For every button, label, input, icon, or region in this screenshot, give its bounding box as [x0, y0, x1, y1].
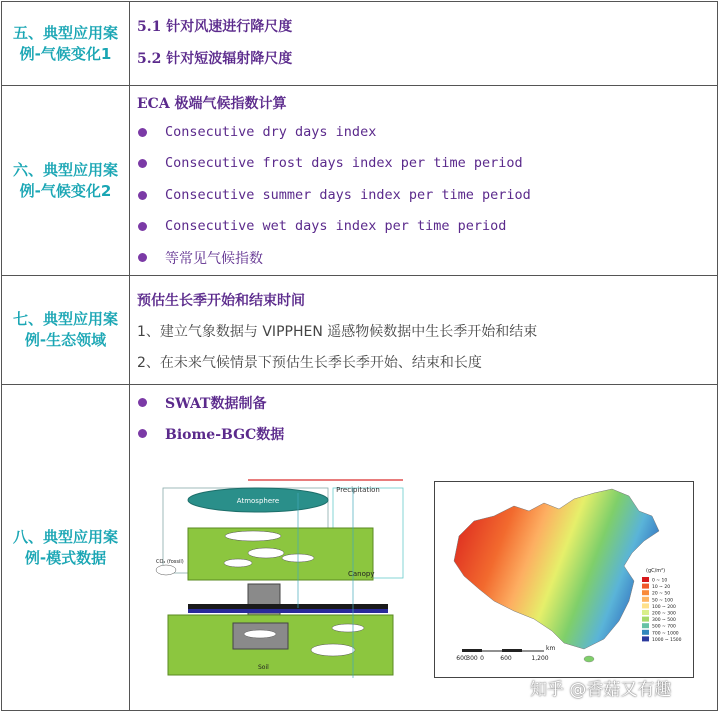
legend-label: 700 ~ 1000 [652, 631, 679, 637]
legend-swatch [642, 577, 649, 582]
list-item: 等常见气候指数 [165, 251, 263, 267]
legend-swatch [642, 584, 649, 589]
precipitation-label: Precipitation [336, 486, 380, 494]
row-content-cell [130, 2, 717, 85]
table-row-8 [2, 385, 717, 710]
map-unit-label: (gC/m²) [646, 568, 666, 574]
legend-swatch [642, 623, 649, 628]
row-heading-cell [2, 385, 130, 710]
row-heading: 七、典型应用案 例-生态领域 [12, 310, 118, 349]
list-item: Biome-BGC数据 [165, 427, 285, 443]
scale-unit: km [546, 645, 556, 652]
biome-bgc-diagram [148, 478, 412, 683]
legend-label: 100 ~ 200 [652, 604, 676, 610]
section-heading: ECA 极端气候指数计算 [137, 96, 287, 112]
section-heading: 预估生长季开始和结束时间 [137, 293, 305, 309]
bullet-icon [138, 159, 147, 168]
bullet-icon [138, 429, 147, 438]
content-table [1, 1, 718, 711]
row-heading: 五、典型应用案 例-气候变化1 [12, 23, 118, 63]
legend-swatch [642, 636, 649, 641]
legend-swatch [642, 610, 649, 615]
bullet-icon [138, 253, 147, 262]
row-heading-cell [2, 2, 130, 85]
row-heading-cell [2, 276, 130, 384]
canopy-label: Canopy [348, 570, 375, 578]
legend-label: 50 ~ 100 [652, 598, 673, 604]
text-line: 2、在未来气候情景下预估生长季长季开始、结束和长度 [137, 355, 482, 371]
scale-tick: 0 [480, 655, 484, 662]
legend-label: 300 ~ 500 [652, 618, 676, 624]
legend-label: 20 ~ 50 [652, 591, 671, 597]
list-item: Consecutive summer days index per time period [165, 187, 531, 203]
row-heading-cell [2, 86, 130, 275]
legend-label: 10 ~ 20 [652, 585, 671, 591]
legend-label: 0 ~ 10 [652, 578, 668, 584]
table-row-7 [2, 276, 717, 385]
bullet-icon [138, 398, 147, 407]
row-heading: 八、典型应用案 例-模式数据 [12, 527, 118, 567]
list-item: Consecutive frost days index per time period [165, 155, 523, 171]
row-heading: 六、典型应用案 例-气候变化2 [12, 160, 118, 200]
text-line: 1、建立气象数据与 VIPPHEN 遥感物候数据中生长季开始和结束 [137, 324, 538, 340]
scale-tick: 300 [466, 655, 478, 662]
text-line: 5.1 针对风速进行降尺度 [137, 19, 293, 35]
scale-tick: 600 [500, 655, 512, 662]
watermark: 知乎 @香菇又有趣 [530, 680, 672, 700]
list-item: SWAT数据制备 [165, 396, 267, 412]
legend-swatch [642, 597, 649, 602]
row-content-cell [130, 276, 717, 384]
legend-label: 1000 ~ 1500 [652, 637, 682, 643]
legend-swatch [642, 617, 649, 622]
scale-tick: 1,200 [531, 655, 549, 662]
legend-swatch [642, 603, 649, 608]
soil-label: Soil [258, 664, 269, 671]
china-map-figure [434, 481, 694, 678]
row-content-cell [130, 385, 717, 710]
co2-label: CO₂ (fossil) [156, 559, 184, 565]
atmosphere-label: Atmosphere [236, 497, 280, 505]
text-line: 5.2 针对短波辐射降尺度 [137, 51, 293, 67]
table-row-6 [2, 86, 717, 276]
table-row-5 [2, 2, 717, 86]
scale-tick: 600 [456, 655, 468, 662]
row-content-cell [130, 86, 717, 275]
bullet-icon [138, 222, 147, 231]
list-item: Consecutive wet days index per time period [165, 218, 507, 234]
list-item: Consecutive dry days index [165, 124, 377, 140]
legend-label: 500 ~ 700 [652, 624, 676, 630]
legend-label: 200 ~ 300 [652, 611, 676, 617]
bullet-icon [138, 128, 147, 137]
legend-swatch [642, 590, 649, 595]
bullet-icon [138, 191, 147, 200]
legend-swatch [642, 630, 649, 635]
